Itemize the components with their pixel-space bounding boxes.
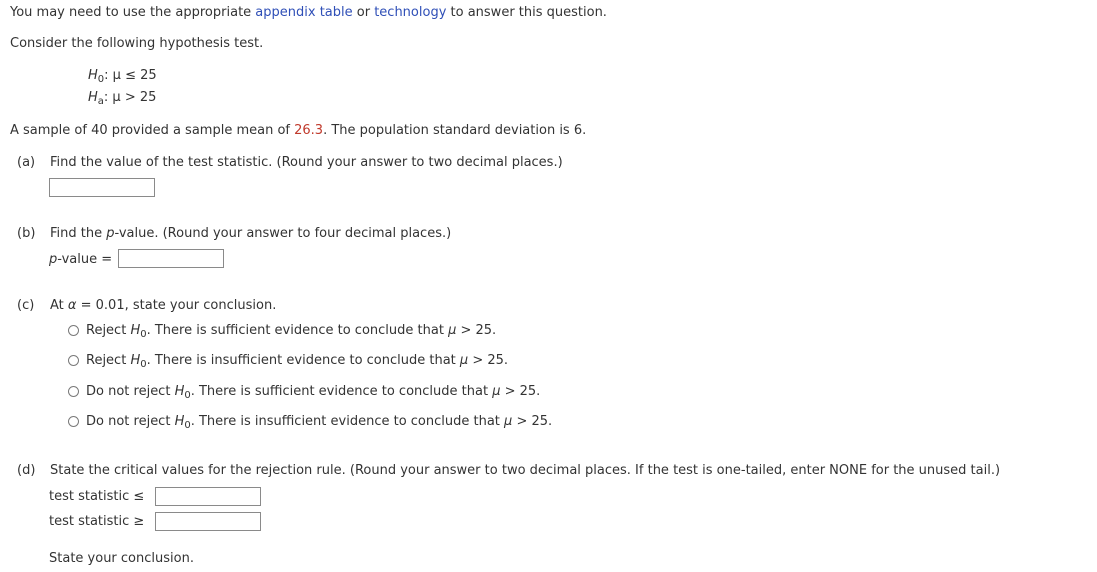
null-hypothesis — [88, 68, 157, 85]
sample-mean: 26.3 — [294, 123, 324, 138]
option-3-label[interactable] — [86, 384, 540, 401]
part-c-label: (c) — [17, 298, 35, 313]
lower-critical-input[interactable] — [155, 487, 261, 506]
appendix-table-link[interactable]: appendix table — [255, 5, 353, 20]
option-3-rest: . There is sufficient evidence to conclude that — [190, 384, 493, 399]
option-2-rest: . There is insufficient evidence to conclude that — [146, 353, 460, 368]
part-d-label: (d) — [17, 463, 36, 478]
option-1-label[interactable] — [86, 323, 496, 340]
option-1-verb: Reject — [86, 323, 131, 338]
intro-prefix: You may need to use the appropriate — [10, 5, 256, 20]
part-c-text — [50, 298, 276, 313]
option-4-radio[interactable] — [68, 416, 79, 427]
p-value-rest: -value = — [57, 252, 113, 267]
ha-rest: : μ > 25 — [103, 90, 157, 105]
sample-suffix: . The population standard deviation is 6. — [323, 123, 587, 138]
conclusion-prompt: State your conclusion. — [49, 551, 194, 566]
p-value-p: p — [49, 252, 58, 267]
option-4-label[interactable] — [86, 414, 552, 431]
h0-sub: 0 — [97, 74, 105, 85]
consider-text: Consider the following hypothesis test. — [10, 36, 264, 51]
sample-prefix: A sample of 40 provided a sample mean of — [10, 123, 295, 138]
part-d-text: State the critical values for the rejection rule. (Round your answer to two decimal places. If the test is one-tailed, enter NONE for the unused tail.) — [50, 463, 1001, 478]
option-1-end: > 25. — [456, 323, 497, 338]
option-2-sub: 0 — [140, 359, 147, 370]
option-2-mu: μ — [459, 353, 469, 368]
option-3-h: H — [174, 384, 185, 399]
option-3-sub: 0 — [184, 390, 191, 401]
part-b-suffix: -value. (Round your answer to four decimal places.) — [114, 226, 452, 241]
option-4-mu: μ — [504, 414, 513, 429]
intro-line — [10, 5, 607, 20]
option-4-end: > 25. — [512, 414, 553, 429]
option-1-h: H — [130, 323, 141, 338]
part-a-text: Find the value of the test statistic. (Round your answer to two decimal places.) — [50, 155, 563, 170]
option-2-radio[interactable] — [68, 355, 79, 366]
option-1-rest: . There is sufficient evidence to conclude that — [146, 323, 449, 338]
option-4-sub: 0 — [184, 420, 191, 431]
option-1-sub: 0 — [140, 329, 147, 340]
part-c-prefix: At — [50, 298, 68, 313]
part-b-label: (b) — [17, 226, 36, 241]
option-1-mu: μ — [448, 323, 457, 338]
option-2-verb: Reject — [86, 353, 131, 368]
intro-middle: or — [352, 5, 375, 20]
part-b-p: p — [106, 226, 115, 241]
alpha-symbol: α — [67, 298, 77, 313]
option-3-end: > 25. — [500, 384, 541, 399]
alt-hypothesis — [88, 90, 156, 107]
upper-critical-input[interactable] — [155, 512, 261, 531]
ha-sub: a — [97, 96, 104, 107]
option-4-h: H — [174, 414, 185, 429]
sample-sentence — [10, 123, 586, 138]
option-3-radio[interactable] — [68, 386, 79, 397]
option-3-mu: μ — [492, 384, 501, 399]
technology-link[interactable]: technology — [374, 5, 447, 20]
test-statistic-input[interactable] — [49, 178, 155, 197]
intro-suffix: to answer this question. — [446, 5, 607, 20]
part-b-prefix: Find the — [50, 226, 107, 241]
option-4-verb: Do not reject — [86, 414, 175, 429]
option-2-end: > 25. — [468, 353, 509, 368]
p-value-label — [49, 252, 112, 267]
option-2-label[interactable] — [86, 353, 508, 370]
upper-critical-label: test statistic ≥ — [49, 514, 145, 529]
ha-letter: H — [88, 90, 98, 105]
lower-critical-label: test statistic ≤ — [49, 489, 145, 504]
h0-letter: H — [88, 68, 98, 83]
part-c-suffix: = 0.01, state your conclusion. — [76, 298, 277, 313]
part-b-text — [50, 226, 451, 241]
option-4-rest: . There is insufficient evidence to conclude that — [190, 414, 505, 429]
option-2-h: H — [130, 353, 141, 368]
option-3-verb: Do not reject — [86, 384, 175, 399]
option-1-radio[interactable] — [68, 325, 79, 336]
p-value-input[interactable] — [118, 249, 224, 268]
h0-rest: : μ ≤ 25 — [104, 68, 157, 83]
part-a-label: (a) — [17, 155, 36, 170]
